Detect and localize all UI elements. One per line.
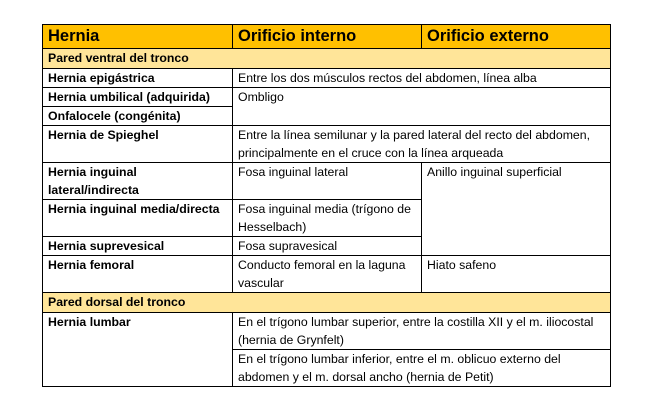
header-hernia: Hernia	[43, 25, 233, 49]
table-row	[43, 313, 611, 350]
hernia-name: Hernia de Spieghel	[43, 126, 233, 163]
hernia-name: Hernia epigástrica	[43, 69, 233, 88]
hernia-name: Onfalocele (congénita)	[43, 107, 233, 126]
table-row	[43, 88, 611, 107]
hernia-name: Hernia lumbar	[43, 313, 233, 387]
orificio-interno: En el trígono lumbar inferior, entre el m. oblicuo externo del abdomen y el m. dorsal ancho (hernia de Petit)	[233, 350, 611, 387]
orificio-interno: Fosa supravesical	[233, 237, 422, 256]
orificio-interno: Conducto femoral en la laguna vascular	[233, 256, 422, 293]
orificio-interno: Entre la línea semilunar y la pared lateral del recto del abdomen, principalmente en el cruce con la línea arqueada	[233, 126, 611, 163]
table-row	[43, 163, 611, 200]
hernia-table	[42, 24, 611, 387]
table-row	[43, 69, 611, 88]
table-row	[43, 126, 611, 163]
hernia-name: Hernia suprevesical	[43, 237, 233, 256]
header-orificio-externo: Orificio externo	[422, 25, 611, 49]
orificio-interno: Entre los dos músculos rectos del abdomen, línea alba	[233, 69, 611, 88]
orificio-externo: Hiato safeno	[422, 256, 611, 293]
section-title: Pared dorsal del tronco	[43, 293, 611, 313]
hernia-name: Hernia umbilical (adquirida)	[43, 88, 233, 107]
hernia-name: Hernia femoral	[43, 256, 233, 293]
orificio-interno: Fosa inguinal media (trígono de Hesselbach)	[233, 200, 422, 237]
table-row	[43, 256, 611, 293]
orificio-interno: Fosa inguinal lateral	[233, 163, 422, 200]
hernia-name: Hernia inguinal media/directa	[43, 200, 233, 237]
orificio-interno: Ombligo	[233, 88, 611, 126]
section-row	[43, 49, 611, 69]
section-title: Pared ventral del tronco	[43, 49, 611, 69]
orificio-interno: En el trígono lumbar superior, entre la costilla XII y el m. iliocostal (hernia de Grynfelt)	[233, 313, 611, 350]
header-row	[43, 25, 611, 49]
section-row	[43, 293, 611, 313]
hernia-name: Hernia inguinal lateral/indirecta	[43, 163, 233, 200]
header-orificio-interno: Orificio interno	[233, 25, 422, 49]
orificio-externo: Anillo inguinal superficial	[422, 163, 611, 256]
